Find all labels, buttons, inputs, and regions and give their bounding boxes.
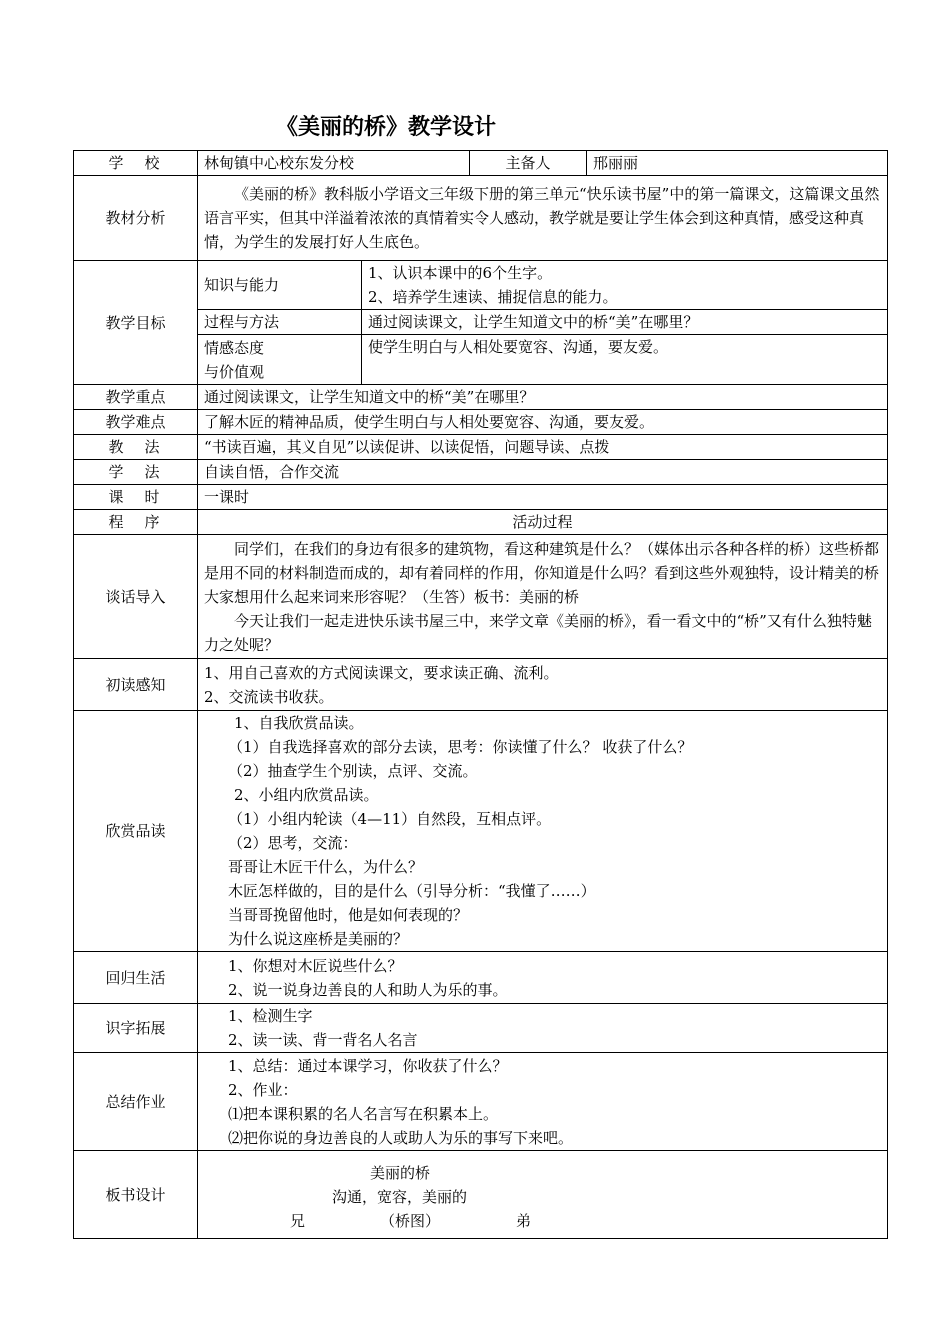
- summary-items: [198, 1053, 888, 1151]
- material-text: 《美丽的桥》教科版小学语文三年级下册的第三单元“快乐读书屋”中的第一篇课文，这篇课文虽然语言平实，但其中洋溢着浓浓的真情着实令人感动，教学就是要让学生体会到这种真情，感受这种真情，为学生的发展打好人生底色。: [198, 176, 888, 261]
- first-read-row: [74, 659, 888, 711]
- appreciate-item: 当哥哥挽留他时，他是如何表现的？: [228, 906, 469, 924]
- intro-row: [74, 535, 888, 659]
- procedure-row: [74, 510, 888, 535]
- appreciate-item: （2）思考，交流：: [228, 834, 358, 852]
- appreciate-item: （1）自我选择喜欢的部分去读，思考：你读懂了什么？ 收获了什么？: [228, 738, 693, 756]
- summary-item: 2、作业：: [228, 1080, 298, 1099]
- emotion-label-line: 情感态度: [204, 338, 265, 357]
- appreciate-item: （2）抽查学生个别读，点评、交流。: [228, 762, 478, 780]
- return-life-items: [198, 952, 888, 1004]
- return-life-row: [74, 952, 888, 1004]
- learning-method-text: 自读自悟，合作交流: [198, 460, 888, 485]
- appreciate-items: [198, 711, 888, 952]
- appreciate-row: [74, 711, 888, 952]
- knowledge-item: 2、培养学生速读、捕捉信息的能力。: [368, 288, 618, 306]
- board-right: 弟: [516, 1211, 532, 1230]
- board-title: 美丽的桥: [370, 1163, 431, 1182]
- appreciate-item: 2、小组内欣赏品读。: [234, 786, 379, 804]
- return-life-label: 回归生活: [74, 952, 198, 1004]
- goals-label: 教学目标: [74, 261, 198, 385]
- teaching-method-label: 教 法: [74, 435, 198, 460]
- appreciate-item: 为什么说这座桥是美丽的？: [228, 930, 409, 948]
- board-design: [198, 1151, 888, 1239]
- teaching-method-row: [74, 435, 888, 460]
- goal-knowledge-row: [74, 261, 888, 310]
- literacy-item: 1、检测生字: [228, 1007, 313, 1025]
- appreciate-item: 哥哥让木匠干什么，为什么？: [228, 858, 424, 876]
- first-read-items: [198, 659, 888, 711]
- difficulty-text: 了解木匠的精神品质，使学生明白与人相处要宽容、沟通，要友爱。: [198, 410, 888, 435]
- emotion-label: [198, 335, 362, 385]
- period-text: 一课时: [198, 485, 888, 510]
- summary-item: 1、总结：通过本课学习，你收获了什么？: [228, 1056, 508, 1075]
- key-point-label: 教学重点: [74, 385, 198, 410]
- board-left: 兄: [290, 1211, 306, 1230]
- learning-method-label: 学 法: [74, 460, 198, 485]
- school-label: 学 校: [74, 151, 198, 176]
- summary-label: 总结作业: [74, 1053, 198, 1151]
- first-read-item: 2、交流读书收获。: [204, 687, 334, 706]
- appreciate-item: 木匠怎样做的，目的是什么（引导分析：“我懂了……）: [228, 882, 596, 900]
- page-title: 《美丽的桥》教学设计: [275, 115, 496, 140]
- emotion-label-line: 与价值观: [204, 362, 265, 381]
- process-label: 过程与方法: [198, 310, 362, 335]
- appreciate-item: （1）小组内轮读（4—11）自然段，互相点评。: [228, 810, 552, 828]
- summary-item: ⑴把本课积累的名人名言写在积累本上。: [228, 1104, 499, 1123]
- preparer-value: 邢丽丽: [587, 151, 888, 176]
- summary-item: ⑵把你说的身边善良的人或助人为乐的事写下来吧。: [228, 1128, 574, 1147]
- board-label: 板书设计: [74, 1151, 198, 1239]
- difficulty-label: 教学难点: [74, 410, 198, 435]
- difficulty-row: [74, 410, 888, 435]
- intro-label: 谈话导入: [74, 535, 198, 659]
- procedure-text: 活动过程: [198, 510, 888, 535]
- procedure-label: 程 序: [74, 510, 198, 535]
- teaching-method-text: “书读百遍，其义自见”以读促讲、以读促悟，问题导读、点拨: [198, 435, 888, 460]
- process-text: 通过阅读课文，让学生知道文中的桥“美”在哪里？: [362, 310, 888, 335]
- first-read-item: 1、用自己喜欢的方式阅读课文，要求读正确、流利。: [204, 663, 559, 682]
- knowledge-label: 知识与能力: [198, 261, 362, 310]
- preparer-label: 主备人: [470, 151, 587, 176]
- return-life-item: 2、说一说身边善良的人和助人为乐的事。: [228, 980, 508, 999]
- literacy-item: 2、读一读、背一背名人名言: [228, 1031, 418, 1049]
- literacy-items: [198, 1004, 888, 1053]
- first-read-label: 初读感知: [74, 659, 198, 711]
- key-point-text: 通过阅读课文，让学生知道文中的桥“美”在哪里？: [198, 385, 888, 410]
- emotion-text: 使学生明白与人相处要宽容、沟通，要友爱。: [362, 335, 888, 385]
- knowledge-item: 1、认识本课中的6个生字。: [368, 264, 553, 282]
- board-middle: （桥图）: [380, 1211, 441, 1230]
- literacy-label: 识字拓展: [74, 1004, 198, 1053]
- intro-text: [198, 535, 888, 659]
- board-layout: [204, 1157, 881, 1233]
- lesson-plan-table: [73, 150, 888, 1239]
- board-line: 沟通，宽容，美丽的: [332, 1187, 468, 1206]
- learning-method-row: [74, 460, 888, 485]
- return-life-item: 1、你想对木匠说些什么？: [228, 956, 403, 975]
- key-point-row: [74, 385, 888, 410]
- intro-paragraph: 今天让我们一起走进快乐读书屋三中，来学文章《美丽的桥》，看一看文中的“桥”又有什么独特魅力之处呢？: [204, 611, 872, 654]
- period-row: [74, 485, 888, 510]
- material-label: 教材分析: [74, 176, 198, 261]
- material-row: [74, 176, 888, 261]
- intro-paragraph: 同学们，在我们的身边有很多的建筑物，看这种建筑是什么？（媒体出示各种各样的桥）这些桥都是用不同的材料制造而成的，却有着同样的作用，你知道是什么吗？看到这些外观独特，设计精美的桥大家想用什么起来词来形容呢？（生答）板书：美丽的桥: [204, 539, 880, 606]
- school-value: 林甸镇中心校东发分校: [198, 151, 470, 176]
- literacy-row: [74, 1004, 888, 1053]
- appreciate-label: 欣赏品读: [74, 711, 198, 952]
- knowledge-items: [362, 261, 888, 310]
- school-row: [74, 151, 888, 176]
- period-label: 课 时: [74, 485, 198, 510]
- board-row: [74, 1151, 888, 1239]
- appreciate-item: 1、自我欣赏品读。: [234, 714, 364, 732]
- summary-row: [74, 1053, 888, 1151]
